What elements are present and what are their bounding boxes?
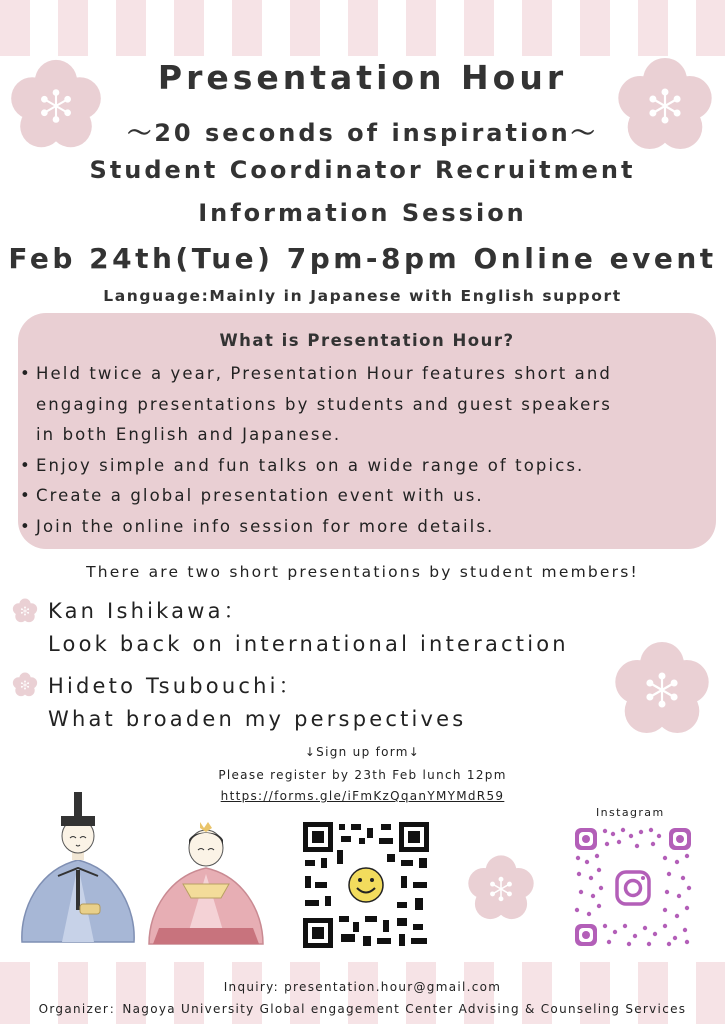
info-list (18, 359, 612, 542)
headline-session: Information Session (198, 199, 527, 227)
info-item: • Create a global presentation event with us. (18, 481, 612, 512)
top-stripe-border (0, 0, 725, 56)
presentations-intro: There are two short presentations by student members! (86, 563, 639, 581)
signup-qr-code[interactable] (301, 820, 431, 950)
page-title: Presentation Hour (157, 58, 568, 97)
plum-blossom-icon (466, 854, 536, 924)
info-item: • Enjoy simple and fun talks on a wide range of topics. (18, 451, 612, 482)
presenter-name: Kan Ishikawa： (48, 599, 248, 623)
instagram-label: Instagram (596, 806, 665, 819)
event-date: Feb 24th(Tue) 7pm-8pm Online event (8, 242, 717, 275)
emperor-doll-illustration (18, 790, 138, 952)
info-item: • Join the online info session for more details. (18, 512, 612, 543)
language-note: Language:Mainly in Japanese with English support (103, 287, 622, 305)
instagram-qr-code[interactable] (573, 826, 693, 948)
plum-blossom-icon (12, 598, 38, 624)
presenter-name: Hideto Tsubouchi： (48, 674, 303, 698)
headline-recruitment: Student Coordinator Recruitment (89, 156, 636, 184)
info-heading: What is Presentation Hour? (219, 331, 515, 350)
presentation-title: Look back on international interaction (48, 632, 569, 656)
signup-deadline: Please register by 23th Feb lunch 12pm (218, 768, 507, 782)
info-box (18, 313, 716, 549)
signup-label: ↓Sign up form↓ (304, 745, 421, 759)
signup-link[interactable]: https://forms.gle/iFmKzQqanYMYMdR59 (220, 789, 505, 803)
presentation-title: What broaden my perspectives (48, 707, 467, 731)
info-item: • Held twice a year, Presentation Hour features short and (18, 359, 612, 390)
organizer-line: Organizer：Nagoya University Global engagement Center Advising & Counseling Services (38, 1002, 687, 1016)
plum-blossom-icon (612, 640, 712, 740)
page-subtitle: ～20 seconds of inspiration～ (127, 119, 598, 147)
info-item: engaging presentations by students and guest speakers (36, 394, 612, 414)
inquiry-email: Inquiry: presentation.hour@gmail.com (223, 980, 502, 994)
info-item: in both English and Japanese. (36, 425, 342, 444)
empress-doll-illustration (145, 818, 267, 952)
plum-blossom-icon (12, 672, 38, 698)
